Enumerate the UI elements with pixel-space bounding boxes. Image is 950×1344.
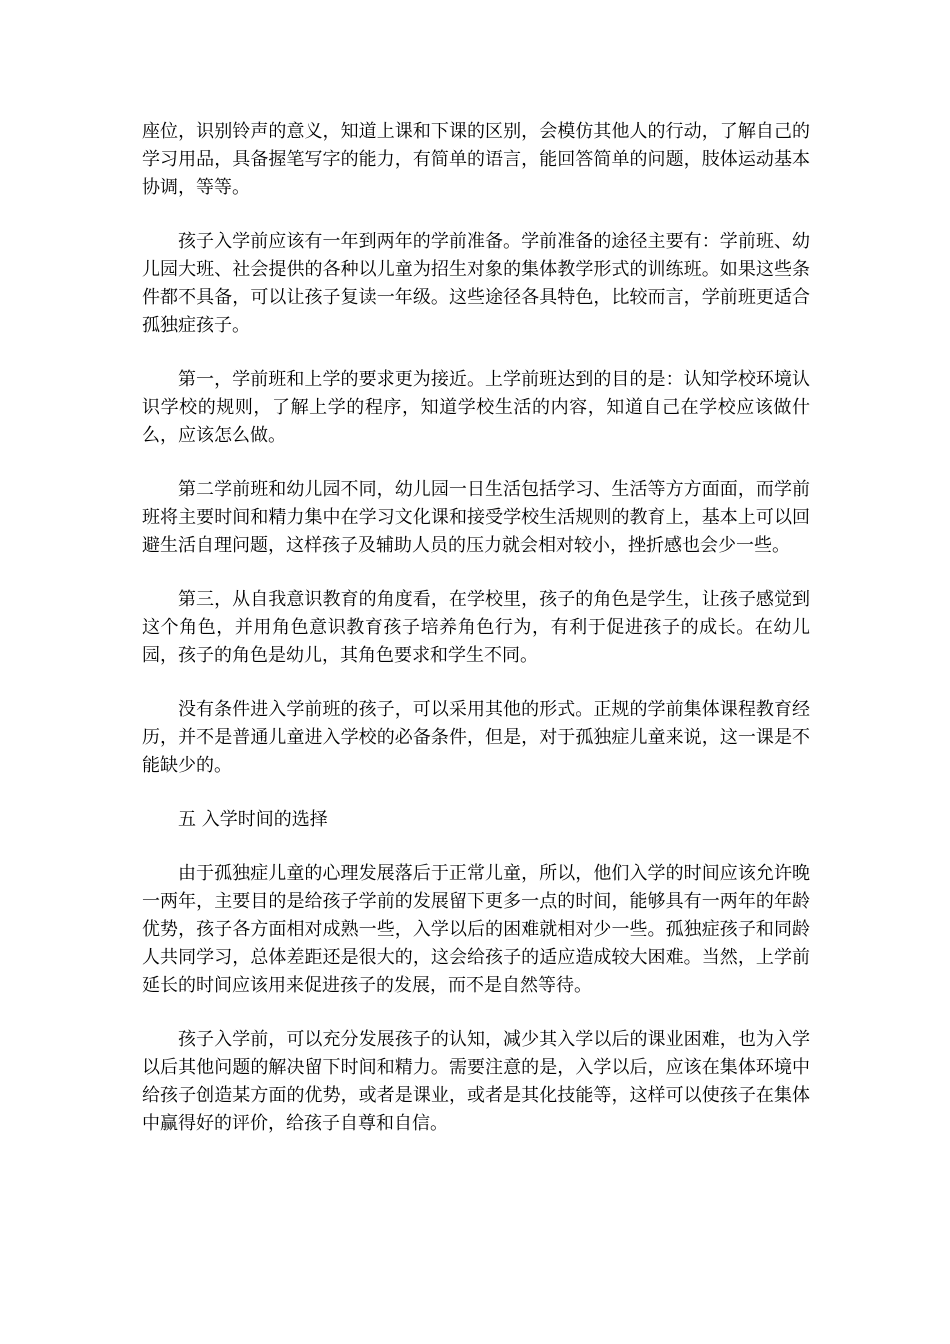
paragraph-third-point: 第三，从自我意识教育的角度看，在学校里，孩子的角色是学生，让孩子感觉到这个角色，并用角色意识教育孩子培养角色行为，有利于促进孩子的成长。在幼儿园，孩子的角色是幼儿，其角色要求和学生不同。 xyxy=(142,589,810,666)
paragraph-alternative-forms: 没有条件进入学前班的孩子，可以采用其他的形式。正规的学前集体课程教育经历，并不是普通儿童进入学校的必备条件，但是，对于孤独症儿童来说，这一课是不能缺少的。 xyxy=(142,699,810,776)
paragraph-before-entry: 孩子入学前，可以充分发展孩子的认知，减少其入学以后的课业困难，也为入学以后其他问题的解决留下时间和精力。需要注意的是，入学以后，应该在集体环境中给孩子创造某方面的优势，或者是课业，或者是其化技能等，这样可以使孩子在集体中赢得好的评价，给孩子自尊和自信。 xyxy=(142,1029,810,1134)
section-heading: 五 入学时间的选择 xyxy=(178,809,328,830)
paragraph-first-point: 第一，学前班和上学的要求更为接近。上学前班达到的目的是：认知学校环境认识学校的规则，了解上学的程序，知道学校生活的内容，知道自己在学校应该做什么，应该怎么做。 xyxy=(142,369,810,446)
paragraph-delayed-entry: 由于孤独症儿童的心理发展落后于正常儿童，所以，他们入学的时间应该允许晚一两年，主要目的是给孩子学前的发展留下更多一点的时间，能够具有一两年的年龄优势，孩子各方面相对成熟一些，入学以后的困难就相对少一些。孤独症孩子和同龄人共同学习，总体差距还是很大的，这会给孩子的适应造成较大困难。当然，上学前延长的时间应该用来促进孩子的发展，而不是自然等待。 xyxy=(142,863,810,996)
document-page xyxy=(142,118,810,1164)
paragraph-continuation: 座位，识别铃声的意义，知道上课和下课的区别，会模仿其他人的行动，了解自己的学习用品，具备握笔写字的能力，有简单的语言，能回答简单的问题，肢体运动基本协调，等等。 xyxy=(142,121,810,198)
paragraph-preschool-preparation: 孩子入学前应该有一年到两年的学前准备。学前准备的途径主要有：学前班、幼儿园大班、社会提供的各种以儿童为招生对象的集体教学形式的训练班。如果这些条件都不具备，可以让孩子复读一年级。这些途径各具特色，比较而言，学前班更适合孤独症孩子。 xyxy=(142,231,810,336)
paragraph-second-point: 第二学前班和幼儿园不同，幼儿园一日生活包括学习、生活等方方面面，而学前班将主要时间和精力集中在学习文化课和接受学校生活规则的教育上，基本上可以回避生活自理问题，这样孩子及辅助人员的压力就会相对较小，挫折感也会少一些。 xyxy=(142,479,810,556)
